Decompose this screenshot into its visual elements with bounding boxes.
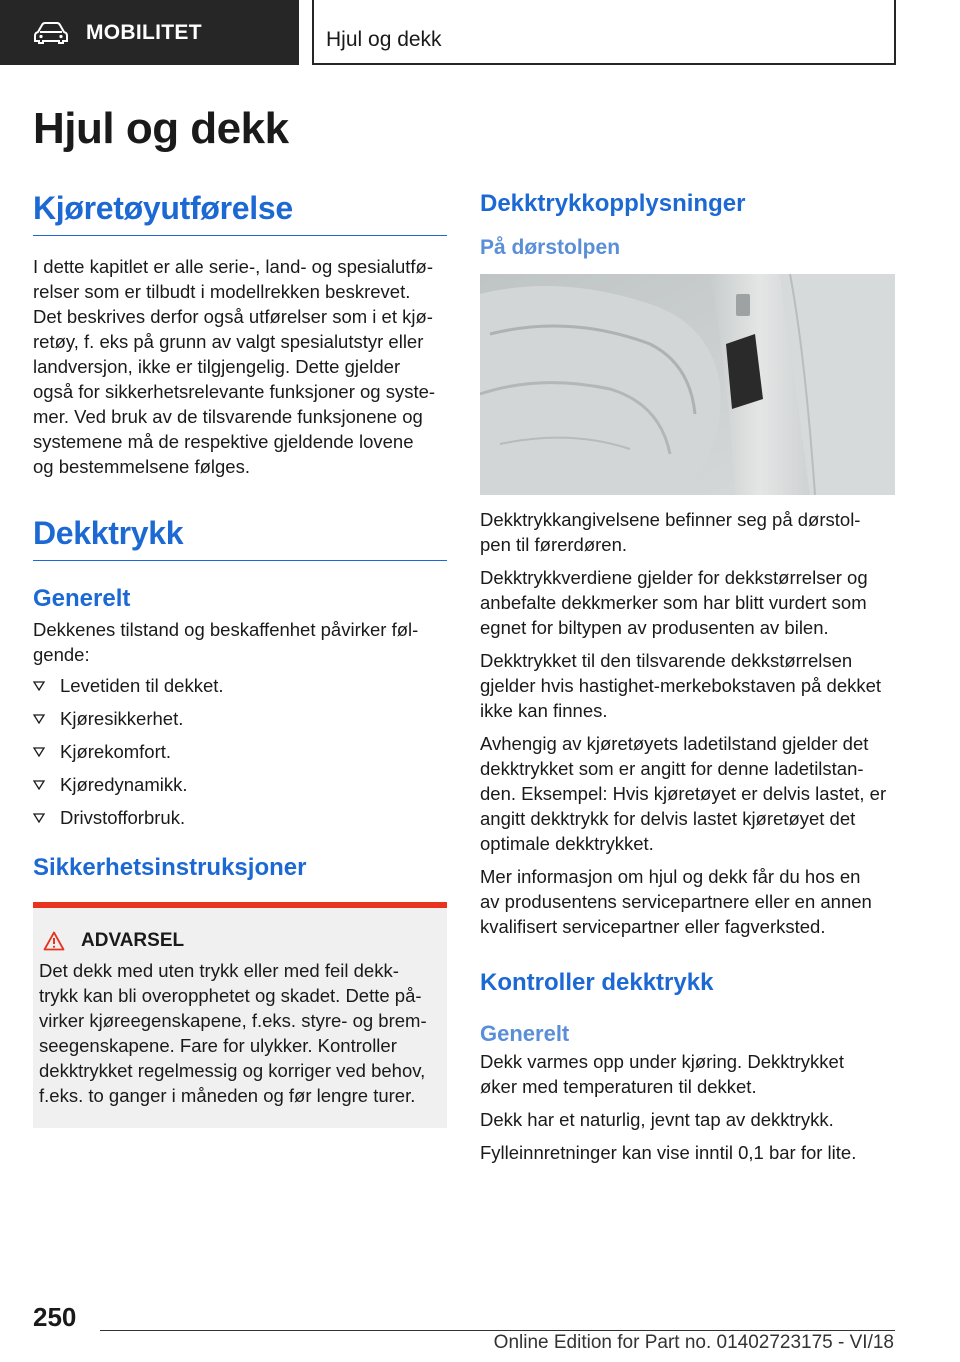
triangle-bullet-icon [33, 780, 45, 790]
page-number: 250 [33, 1302, 77, 1332]
section-tab[interactable] [0, 0, 299, 65]
door-pillar-photo [480, 274, 895, 495]
door-pillar-text-4: Avhengig av kjøretøyets ladetilstand gjelder det dekktrykket som er angitt for denne ladetilstan- den. Eksempel: Hvis kjøretøyet er delvis lastet, er angitt dekktrykk for delvis lastet kjøretøyet det optimale dekktrykket. [480, 733, 887, 854]
check-pressure-text-3: Fylleinnretninger kan vise inntil 0,1 bar for lite. [480, 1142, 857, 1163]
heading-tire-pressure-info: Dekktrykkopplysninger [480, 190, 746, 217]
triangle-bullet-icon [33, 681, 45, 691]
list-item: Kjøresikkerhet. [33, 702, 447, 735]
check-pressure-text-2: Dekk har et naturlig, jevnt tap av dekktrykk. [480, 1109, 834, 1130]
warning-triangle-icon [43, 931, 65, 951]
door-pillar-text-5: Mer informasjon om hjul og dekk får du hos en av produsentens servicepartnere eller en annen kvalifisert servicepartner eller fagverksted. [480, 866, 872, 937]
factor-list [33, 669, 447, 834]
door-pillar-text-1: Dekktrykkangivelsene befinner seg på dørstol- pen til førerdøren. [480, 509, 861, 555]
list-item: Levetiden til dekket. [33, 669, 447, 702]
check-pressure-text-1: Dekk varmes opp under kjøring. Dekktrykket øker med temperaturen til dekket. [480, 1051, 844, 1097]
warning-label: ADVARSEL [81, 930, 185, 951]
chapter-title: Hjul og dekk [312, 0, 896, 65]
subheading-general: Generelt [33, 585, 131, 612]
page-title: Hjul og dekk [33, 104, 289, 153]
general-intro-text: Dekkenes tilstand og beskaffenhet påvirker føl- gende: [33, 619, 419, 665]
section-label: MOBILITET [86, 20, 202, 44]
vehicle-design-text: I dette kapitlet er alle serie-, land- og spesialutfø- relser som er tilbudt i modellrekken beskrevet. Det beskrives derfor også utførelser som i et kjø- retøy, f. eks på grunn av valgt spesialutstyr eller landversjon, ikke er tilgjengelig. Dette gjelder også for sikkerhetsrelevante funksjoner og syste- mer. Ved bruk av de tilsvarende funksjonene og systemene må de respektive gjeldende lovene og bestemmelsene følges. [33, 256, 436, 477]
triangle-bullet-icon [33, 714, 45, 724]
door-pillar-text-2: Dekktrykkverdiene gjelder for dekkstørrelser og anbefalte dekkmerker som har blitt vurdert som egnet for biltypen av produsenten av bilen. [480, 567, 868, 638]
door-pillar-text-3: Dekktrykket til den tilsvarende dekkstørrelsen gjelder hvis hastighet-merkebokstaven på dekket ikke kan finnes. [480, 650, 882, 721]
heading-check-tire-pressure: Kontroller dekktrykk [480, 969, 714, 996]
footer-divider [100, 1330, 895, 1331]
heading-vehicle-design: Kjøretøyutførelse [33, 190, 447, 236]
triangle-bullet-icon [33, 747, 45, 757]
heading-safety-instructions: Sikkerhetsinstruksjoner [33, 854, 307, 881]
list-item: Drivstofforbruk. [33, 801, 447, 834]
left-column [33, 190, 447, 1128]
heading-tire-pressure: Dekktrykk [33, 515, 447, 561]
list-item: Kjøredynamikk. [33, 768, 447, 801]
subheading-door-pillar: På dørstolpen [480, 236, 621, 259]
right-column [480, 190, 895, 1173]
triangle-bullet-icon [33, 813, 45, 823]
edition-text: Online Edition for Part no. 01402723175 - VI/18 [493, 1332, 894, 1353]
warning-box [33, 902, 447, 1128]
car-icon [34, 22, 68, 44]
warning-text: Det dekk med uten trykk eller med feil dekk- trykk kan bli overopphetet og skadet. Dette på- virker kjøreegenskapene, f.eks. styre- og brem- seegenskapene. Fare for ulykker. Kontroller dekktrykket regelmessig og korriger ved behov, f.eks. to ganger i måneden og før lengre turer. [39, 960, 427, 1106]
list-item: Kjørekomfort. [33, 735, 447, 768]
subheading-general-right: Generelt [480, 1021, 570, 1046]
